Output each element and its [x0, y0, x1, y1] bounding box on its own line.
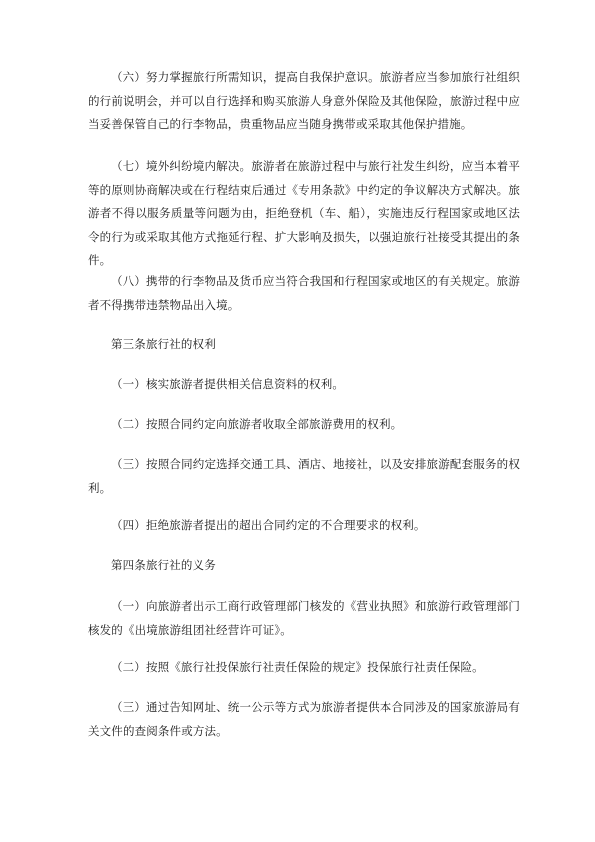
- section-heading-article-4: 第四条旅行社的义务: [111, 558, 216, 572]
- paragraph-duty-3: （三）通过告知网址、统一公示等方式为旅游者提供本合同涉及的国家旅游局有关文件的查阅条件或方法。: [88, 700, 520, 738]
- paragraph-item-8: （八）携带的行李物品及货币应当符合我国和行程国家或地区的有关规定。旅游者不得携带违禁物品出入境。: [88, 274, 520, 312]
- paragraph-item-6: （六）努力掌握旅行所需知识，提高自我保护意识。旅游者应当参加旅行社组织的行前说明会，并可以自行选择和购买旅游人身意外保险及其他保险，旅游过程中应当妥善保管自己的行李物品，贵重物品应当随身携带或采取其他保护措施。: [88, 70, 520, 131]
- paragraph-right-3: （三）按照合同约定选择交通工具、酒店、地接社，以及安排旅游配套服务的权利。: [88, 457, 520, 495]
- paragraph-right-2: （二）按照合同约定向旅游者收取全部旅游费用的权利。: [111, 417, 403, 431]
- paragraph-right-4: （四）拒绝旅游者提出的超出合同约定的不合理要求的权利。: [111, 518, 426, 532]
- paragraph-duty-1: （一）向旅游者出示工商行政管理部门核发的《营业执照》和旅游行政管理部门核发的《出境旅游组团社经营许可证》。: [88, 599, 520, 637]
- paragraph-duty-2: （二）按照《旅行社投保旅行社责任保险的规定》投保旅行社责任保险。: [111, 660, 484, 674]
- paragraph-item-7: （七）境外纠纷境内解决。旅游者在旅游过程中与旅行社发生纠纷，应当本着平等的原则协商解决或在行程结束后通过《专用条款》中约定的争议解决方式解决。旅游者不得以服务质量等问题为由，拒绝登机（车、船），实施违反行程国家或地区法令的行为或采取其他方式拖延行程、扩大影响及损失，以强迫旅行社接受其提出的条件。: [88, 159, 520, 267]
- section-heading-article-3: 第三条旅行社的权利: [111, 337, 216, 351]
- paragraph-right-1: （一）核实旅游者提供相关信息资料的权利。: [111, 377, 344, 391]
